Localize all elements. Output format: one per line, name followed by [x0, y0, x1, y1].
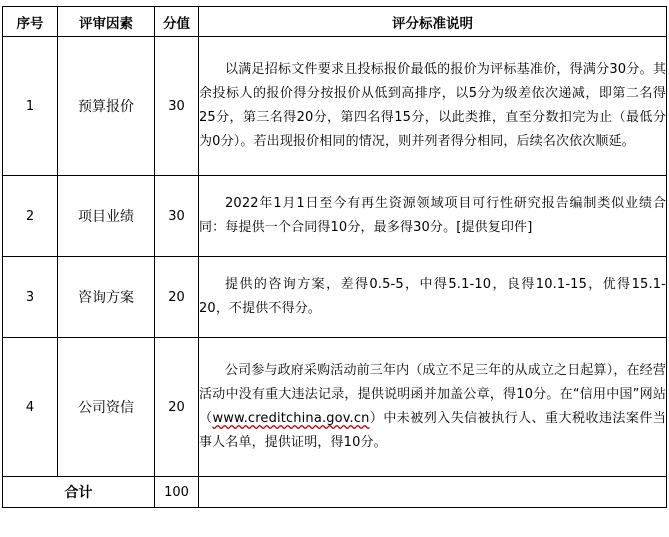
row-factor: 预算报价 — [58, 37, 155, 176]
row-description — [199, 338, 667, 477]
row-factor: 项目业绩 — [58, 176, 155, 257]
row-description-text — [199, 359, 666, 455]
row-factor: 咨询方案 — [58, 257, 155, 338]
row-seq: 1 — [3, 37, 58, 176]
total-description — [199, 477, 667, 508]
row-description — [199, 257, 667, 338]
table-row — [3, 176, 667, 257]
row-description-text-after: ）中未被列入失信被执行人、重大税收违法案件当事人名单，提供证明，得10分。 — [199, 411, 666, 450]
row-score: 30 — [155, 37, 199, 176]
row-score: 30 — [155, 176, 199, 257]
header-score: 分值 — [155, 7, 199, 37]
header-seq: 序号 — [3, 7, 58, 37]
row-description — [199, 176, 667, 257]
table-row — [3, 37, 667, 176]
header-description: 评分标准说明 — [199, 7, 667, 37]
table-row — [3, 338, 667, 477]
header-factor: 评审因素 — [58, 7, 155, 37]
table-header-row — [3, 7, 667, 37]
row-seq: 3 — [3, 257, 58, 338]
credit-china-url: www.creditchina.gov.cn — [212, 411, 370, 426]
row-score: 20 — [155, 338, 199, 477]
total-row — [3, 477, 667, 508]
scoring-criteria-table — [2, 6, 667, 508]
row-description-text: 以满足招标文件要求且投标报价最低的报价为评标基准价，得满分30分。其余投标人的报价得分按报价从低到高排序，以5分为级差依次递减，即第二名得25分，第三名得20分，第四名得15分，以此类推，直至分数扣完为止（最低分为0分）。若出现报价相同的情况，则并列者得分相同，后续名次依次顺延。 — [199, 62, 666, 149]
row-seq: 4 — [3, 338, 58, 477]
row-description-text-before: 公司参与政府采购活动前三年内（成立不足三年的从成立之日起算），在经营活动中没有重大违法记录，提供说明函并加盖公章，得10分。在“信用中国”网站（ — [199, 363, 666, 426]
table-row — [3, 257, 667, 338]
total-label: 合计 — [3, 477, 155, 508]
row-description-text: 提供的咨询方案，差得0.5-5，中得5.1-10，良得10.1-15，优得15.1-20，不提供不得分。 — [199, 277, 666, 316]
row-score: 20 — [155, 257, 199, 338]
row-factor: 公司资信 — [58, 338, 155, 477]
row-seq: 2 — [3, 176, 58, 257]
row-description-text: 2022年1月1日至今有再生资源领域项目可行性研究报告编制类似业绩合同：每提供一个合同得10分，最多得30分。[提供复印件] — [199, 196, 666, 235]
total-score: 100 — [155, 477, 199, 508]
row-description — [199, 37, 667, 176]
